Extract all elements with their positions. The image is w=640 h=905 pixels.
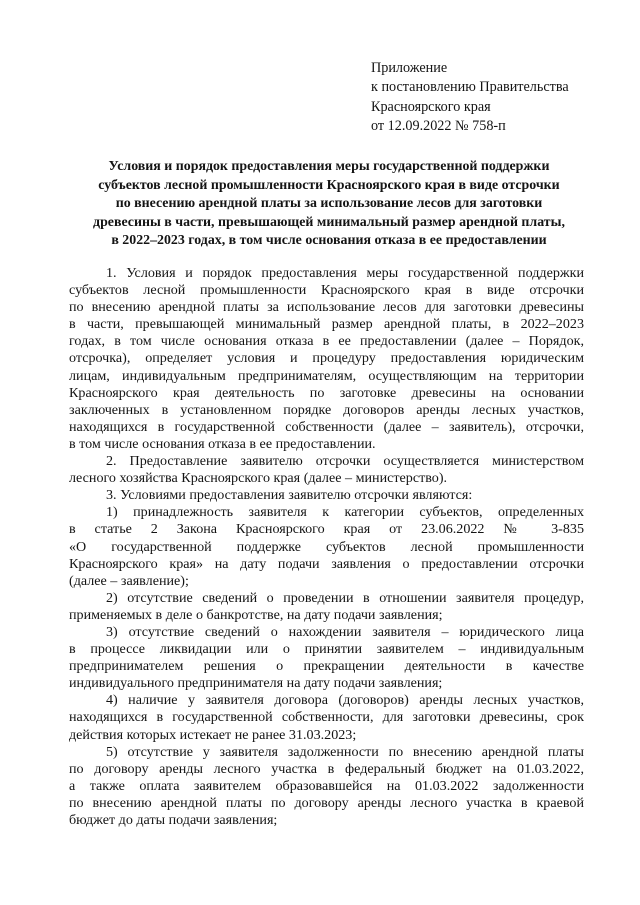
paragraph-line: действия которых истекает не ранее 31.03.2023; bbox=[69, 726, 357, 743]
paragraph-line: 2) отсутствие сведений о проведении в отношении заявителя процедур, bbox=[106, 589, 584, 606]
title-line: в 2022–2023 годах, в том числе основания отказа в ее предоставлении bbox=[111, 233, 547, 249]
paragraph-line: находящихся в государственной собственности, для заготовки древесины, срок bbox=[69, 709, 584, 726]
appendix-line: от 12.09.2022 № 758-п bbox=[371, 117, 506, 134]
paragraph-line: в том числе основания отказа в ее предоставлении. bbox=[69, 435, 376, 452]
paragraph-7 bbox=[69, 692, 584, 743]
paragraph-line: 1. Условия и порядок предоставления меры государственной поддержки bbox=[106, 265, 584, 281]
paragraph-6 bbox=[69, 624, 584, 692]
paragraph-line: Красноярского края деятельность по заготовке древесины на основании bbox=[69, 384, 584, 401]
paragraph-line: находящихся в государственной собственности (далее – заявитель), отсрочки, bbox=[69, 418, 584, 435]
paragraph-4 bbox=[69, 504, 584, 589]
paragraph-1 bbox=[69, 265, 584, 453]
paragraph-line: бюджет до даты подачи заявления; bbox=[69, 812, 278, 828]
paragraph-line: в процессе ликвидации или о принятии заявителем – индивидуальным bbox=[69, 641, 584, 658]
paragraph-line: 4) наличие у заявителя договора (договоров) аренды лесных участков, bbox=[106, 692, 584, 709]
appendix-line: к постановлению Правительства bbox=[371, 79, 569, 96]
paragraph-line: заключенных в установленном порядке договоров аренды лесных участков, bbox=[69, 401, 584, 418]
paragraph-line: в части, превышающей минимальный размер арендной платы, в 2022–2023 bbox=[69, 316, 584, 333]
title-line: по внесению арендной платы за использование лесов для заготовки bbox=[115, 196, 543, 212]
title-line: древесины в части, превышающей минимальный размер арендной платы, bbox=[93, 214, 565, 230]
document-body bbox=[69, 265, 584, 829]
title-line: Условия и порядок предоставления меры государственной поддержки bbox=[108, 159, 550, 174]
paragraph-line: субъектов лесной промышленности Красноярского края в виде отсрочки bbox=[69, 282, 584, 299]
paragraph-line: отсрочка), определяет условия и процедуру предоставления юридическим bbox=[69, 350, 584, 367]
paragraph-line: 3. Условиями предоставления заявителю отсрочки являются: bbox=[106, 487, 473, 504]
paragraph-line: 3) отсутствие сведений о нахождении заявителя – юридического лица bbox=[106, 623, 584, 640]
paragraph-line: Красноярского края» на дату подачи заявления о предоставлении отсрочки bbox=[69, 555, 584, 572]
paragraph-line: «О государственной поддержке субъектов лесной промышленности bbox=[69, 538, 584, 555]
paragraph-line: индивидуального предпринимателя на дату подачи заявления; bbox=[69, 675, 443, 692]
paragraph-line: (далее – заявление); bbox=[69, 572, 189, 589]
paragraph-line: 2. Предоставление заявителю отсрочки осуществляется министерством bbox=[106, 453, 584, 470]
paragraph-line: лицам, индивидуальным предпринимателям, осуществляющим на территории bbox=[69, 367, 584, 384]
paragraph-line: по внесению арендной платы по договору аренды лесного участка в краевой bbox=[69, 794, 584, 811]
paragraph-2 bbox=[69, 453, 584, 487]
appendix-line: Красноярского края bbox=[371, 98, 491, 115]
paragraph-line: 5) отсутствие у заявителя задолженности по внесению арендной платы bbox=[106, 743, 584, 760]
paragraph-line: 1) принадлежность заявителя к категории субъектов, определенных bbox=[106, 504, 584, 521]
paragraph-5 bbox=[69, 590, 584, 624]
paragraph-8 bbox=[69, 744, 584, 829]
paragraph-3 bbox=[69, 487, 584, 504]
paragraph-line: а также оплата заявителем образовавшейся на 01.03.2022 задолженности bbox=[69, 777, 584, 794]
paragraph-line: лесного хозяйства Красноярского края (далее – министерство). bbox=[69, 470, 448, 487]
paragraph-line: годах, в том числе основания отказа в ее предоставлении (далее – Порядок, bbox=[69, 333, 584, 350]
paragraph-line: по внесению арендной платы за использование лесов для заготовки древесины bbox=[69, 299, 584, 316]
paragraph-line: в статье 2 Закона Красноярского края от 23.06.2022 № 3-835 bbox=[69, 521, 584, 538]
appendix-block bbox=[371, 59, 569, 136]
title-line: субъектов лесной промышленности Красноярского края в виде отсрочки bbox=[98, 177, 560, 193]
paragraph-line: по договору аренды лесного участка в федеральный бюджет на 01.03.2022, bbox=[69, 760, 584, 777]
paragraph-line: применяемых в деле о банкротстве, на дату подачи заявления; bbox=[69, 606, 443, 623]
document-title bbox=[60, 158, 598, 251]
paragraph-line: предпринимателем решения о прекращении деятельности в качестве bbox=[69, 658, 584, 675]
appendix-line: Приложение bbox=[371, 60, 448, 76]
